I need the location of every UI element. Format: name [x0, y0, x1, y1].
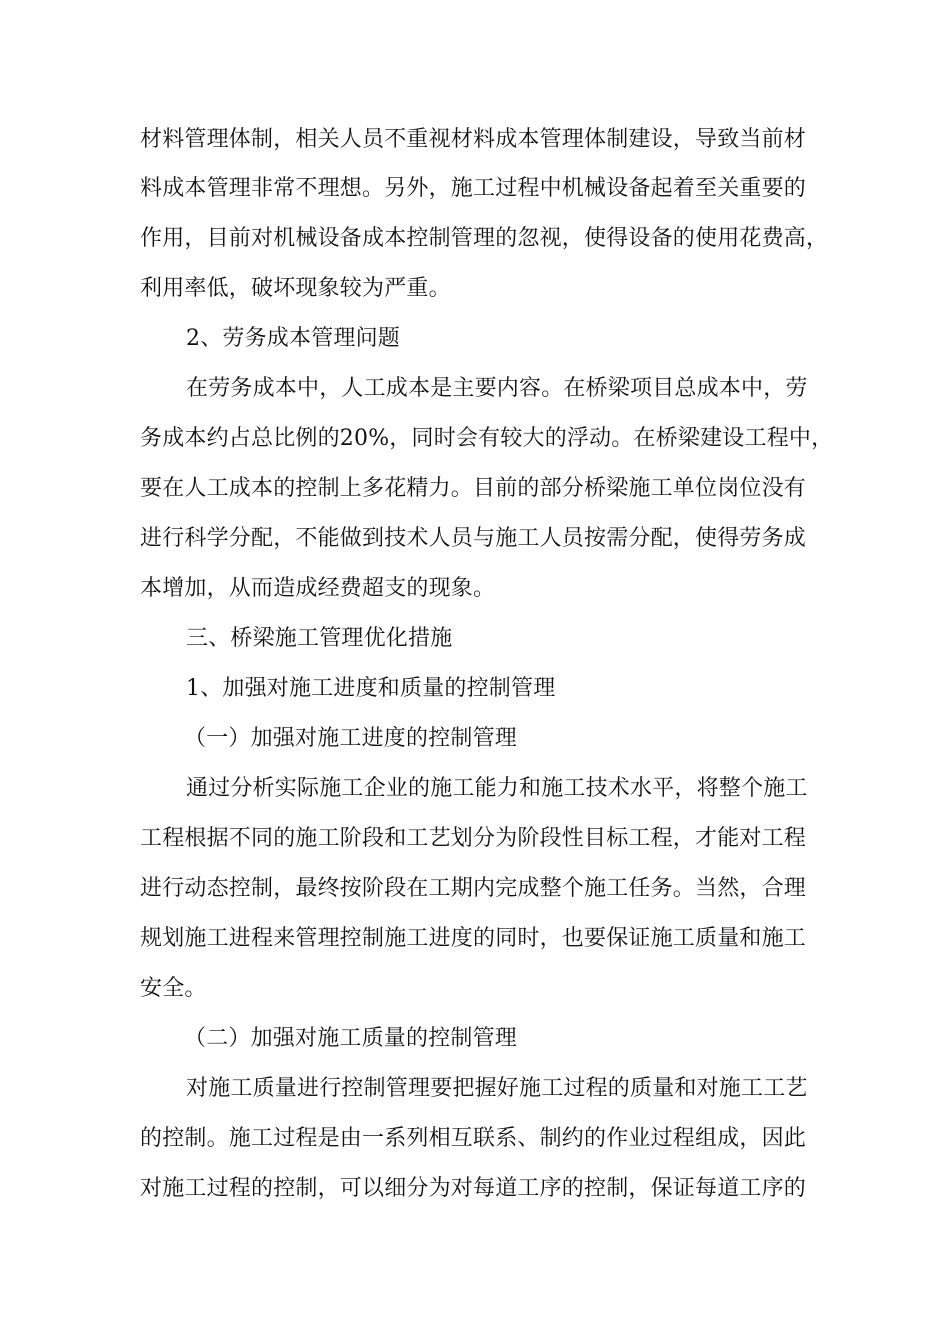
body-text-line: 在劳务成本中，人工成本是主要内容。在桥梁项目总成本中，劳: [186, 376, 808, 401]
body-text-line: 材料管理体制，相关人员不重视材料成本管理体制建设，导致当前材: [140, 127, 807, 152]
body-text-line: 务成本约占总比例的20%，同时会有较大的浮动。在桥梁建设工程中，: [140, 426, 834, 451]
body-text-line: 料成本管理非常不理想。另外，施工过程中机械设备起着至关重要的: [140, 176, 807, 201]
body-text-line: 的控制。施工过程是由一系列相互联系、制约的作业过程组成，因此: [140, 1126, 807, 1151]
body-text-line: 进行动态控制，最终按阶段在工期内完成整个施工任务。当然，合理: [140, 876, 807, 901]
subsection-heading: （一）加强对施工进度的控制管理: [184, 726, 518, 751]
body-text-line: 对施工过程的控制，可以细分为对每道工序的控制，保证每道工序的: [140, 1176, 807, 1201]
body-text-line: 安全。: [140, 976, 207, 1001]
body-text-line: 对施工质量进行控制管理要把握好施工过程的质量和对施工工艺: [186, 1076, 808, 1101]
body-text-line: 本增加，从而造成经费超支的现象。: [140, 576, 496, 601]
body-text-line: 要在人工成本的控制上多花精力。目前的部分桥梁施工单位岗位没有: [140, 476, 807, 501]
body-text-line: 规划施工进程来管理控制施工进度的同时，也要保证施工质量和施工: [140, 926, 807, 951]
body-text-line: 通过分析实际施工企业的施工能力和施工技术水平，将整个施工: [186, 776, 808, 801]
body-text-line: 作用，目前对机械设备成本控制管理的忽视，使得设备的使用花费高，: [140, 226, 829, 251]
section-heading: 2、劳务成本管理问题: [186, 326, 400, 351]
section-heading: 1、加强对施工进度和质量的控制管理: [186, 676, 556, 701]
body-text-line: 工程根据不同的施工阶段和工艺划分为阶段性目标工程，才能对工程: [140, 826, 807, 851]
body-text-line: 进行科学分配，不能做到技术人员与施工人员按需分配，使得劳务成: [140, 526, 807, 551]
section-heading: 三、桥梁施工管理优化措施: [186, 626, 453, 651]
body-text-line: 利用率低，破坏现象较为严重。: [140, 276, 451, 301]
subsection-heading: （二）加强对施工质量的控制管理: [184, 1026, 518, 1051]
